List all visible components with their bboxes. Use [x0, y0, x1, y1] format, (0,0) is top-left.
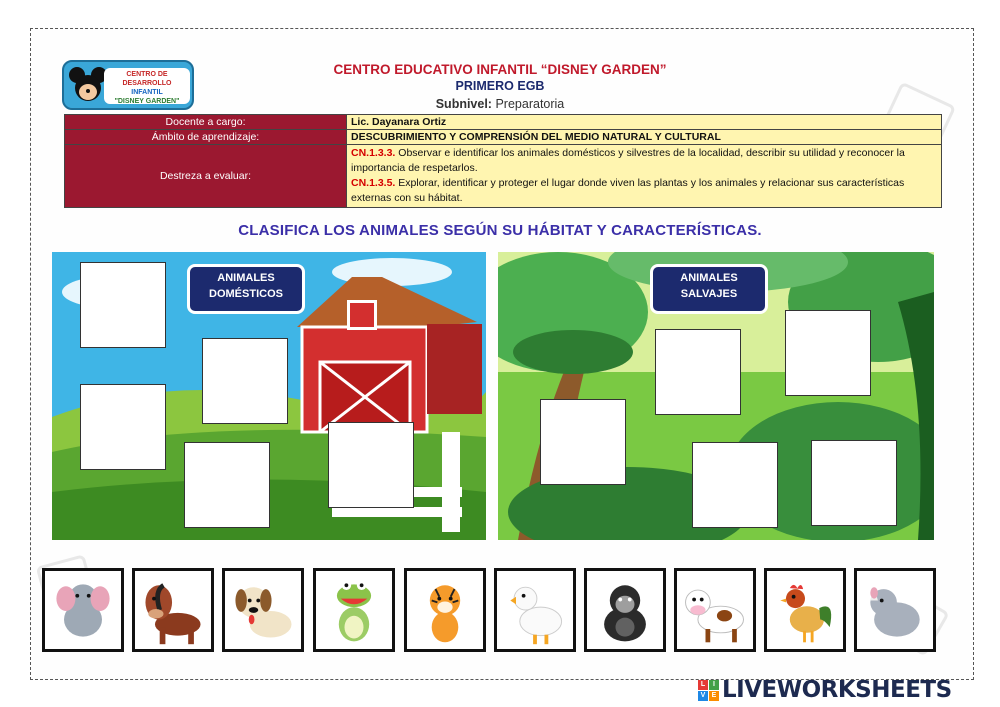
liveworksheets-logo[interactable] [698, 676, 952, 704]
label-text: ANIMALES [217, 272, 275, 284]
horse-icon [135, 571, 211, 649]
logo-squares-icon [698, 680, 719, 701]
logo-letter: I [709, 680, 719, 690]
wild-label [650, 264, 768, 314]
drop-zone[interactable] [184, 442, 270, 528]
grade-title: PRIMERO EGB [455, 79, 545, 93]
subnivel-value: Preparatoria [495, 97, 565, 111]
subnivel [300, 97, 700, 111]
animal-card-rhino[interactable] [854, 568, 936, 652]
logo-text: "DISNEY GARDEN" [114, 98, 180, 105]
info-table [64, 114, 942, 208]
dog-icon [225, 571, 301, 649]
school-logo [62, 60, 194, 110]
crocodile-icon [316, 571, 392, 649]
table-row [65, 130, 942, 145]
animal-card-crocodile[interactable] [313, 568, 395, 652]
logo-letter: V [698, 691, 708, 701]
subnivel-label: Subnivel: [435, 97, 492, 111]
logo-text: CENTRO DE DESARROLLO [122, 71, 172, 87]
drop-zone[interactable] [655, 329, 741, 415]
domestic-label [187, 264, 305, 314]
logo-letter: E [709, 691, 719, 701]
logo-badge [104, 68, 190, 104]
destreza-text: Observar e identificar los animales domésticos y silvestres de la localidad, describir su utilidad y reconocer la importancia de respetarlos. [351, 147, 905, 174]
ambito-text: DESCUBRIMIENTO Y COMPRENSIÓN DEL MEDIO NATURAL Y CULTURAL [351, 131, 721, 143]
animal-card-gorilla[interactable] [584, 568, 666, 652]
animal-card-cow[interactable] [674, 568, 756, 652]
gorilla-icon [587, 571, 663, 649]
docente-label: Docente a cargo: [65, 115, 347, 130]
label-text: DOMÉSTICOS [209, 288, 283, 300]
drop-zone[interactable] [540, 399, 626, 485]
instruction-heading: CLASIFICA LOS ANIMALES SEGÚN SU HÁBITAT Y CARACTERÍSTICAS. [238, 222, 762, 239]
duck-icon [497, 571, 573, 649]
mickey-icon [68, 66, 108, 106]
drop-zone[interactable] [785, 310, 871, 396]
table-row [65, 115, 942, 130]
logo-text: INFANTIL [131, 89, 163, 96]
jungle-scene [498, 252, 934, 540]
docente-value [347, 115, 942, 130]
drop-zone[interactable] [328, 422, 414, 508]
destreza-code: CN.1.3.3. [351, 147, 396, 159]
cow-icon [677, 571, 753, 649]
drop-zone[interactable] [80, 262, 166, 348]
destreza-value [347, 145, 942, 208]
ambito-value [347, 130, 942, 145]
farm-scene [52, 252, 486, 540]
brand-text: LIVEWORKSHEETS [722, 677, 952, 703]
label-text: ANIMALES [680, 272, 738, 284]
animal-card-dog[interactable] [222, 568, 304, 652]
destreza-label: Destreza a evaluar: [65, 145, 347, 208]
drop-zone[interactable] [811, 440, 897, 526]
rhino-icon [857, 571, 933, 649]
animal-card-tiger[interactable] [404, 568, 486, 652]
logo-letter: L [698, 680, 708, 690]
tiger-icon [407, 571, 483, 649]
label-text: SALVAJES [680, 288, 738, 300]
rooster-icon [767, 571, 843, 649]
drop-zone[interactable] [202, 338, 288, 424]
docente-name: Lic. Dayanara Ortiz [351, 116, 447, 128]
ambito-label: Ámbito de aprendizaje: [65, 130, 347, 145]
animal-card-duck[interactable] [494, 568, 576, 652]
drop-zone[interactable] [80, 384, 166, 470]
animal-card-horse[interactable] [132, 568, 214, 652]
school-title: CENTRO EDUCATIVO INFANTIL “DISNEY GARDEN” [333, 62, 667, 77]
table-row [65, 145, 942, 208]
drop-zone[interactable] [692, 442, 778, 528]
destreza-text: Explorar, identificar y proteger el lugar donde viven las plantas y los animales y relacionar sus características externas con su hábitat. [351, 177, 905, 204]
destreza-code: CN.1.3.5. [351, 177, 396, 189]
animal-card-elephant[interactable] [42, 568, 124, 652]
animal-card-rooster[interactable] [764, 568, 846, 652]
elephant-icon [45, 571, 121, 649]
